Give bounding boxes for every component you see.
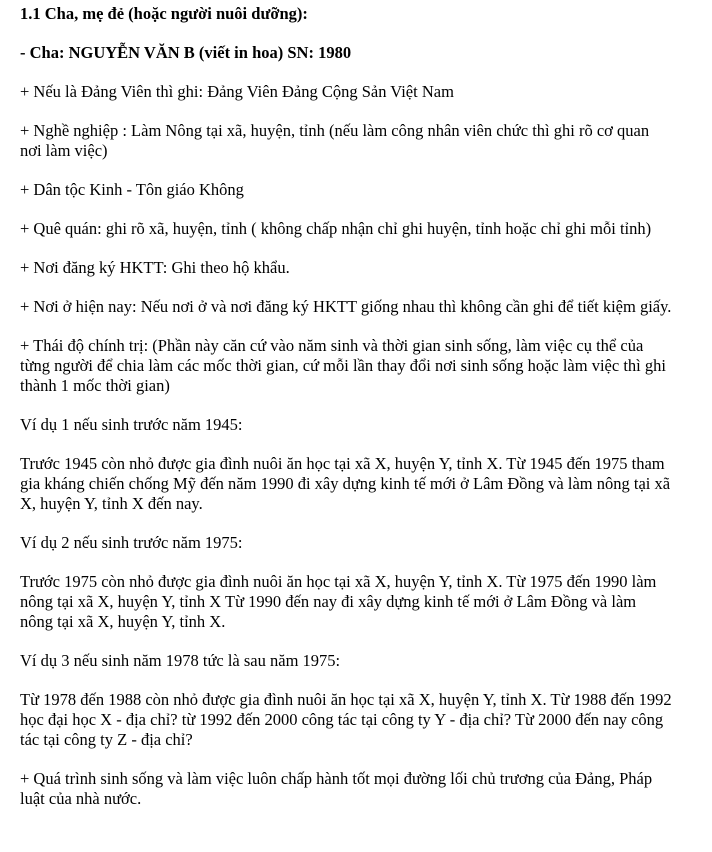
example-3-heading: Ví dụ 3 nếu sinh năm 1978 tức là sau năm 1975: bbox=[20, 651, 341, 670]
example-2-text: Trước 1975 còn nhỏ được gia đình nuôi ăn học tại xã X, huyện Y, tỉnh X. Từ 1975 đến 1990 làm nông tại xã X, huyện Y, tỉnh X Từ 1990 đến nay đi xây dựng kinh tế mới ở Lâm Đồng và làm nông tại xã X, huyện Y, tỉnh X. bbox=[20, 572, 657, 631]
residence-note: + Nơi ở hiện nay: Nếu nơi ở và nơi đăng ký HKTT giống nhau thì không cần ghi để tiết kiệm giấy. bbox=[20, 297, 672, 316]
registration-note: + Nơi đăng ký HKTT: Ghi theo hộ khẩu. bbox=[20, 258, 290, 277]
occupation-note: + Nghề nghiệp : Làm Nông tại xã, huyện, tỉnh (nếu làm công nhân viên chức thì ghi rõ cơ quan nơi làm việc) bbox=[20, 121, 650, 160]
political-attitude-note: + Thái độ chính trị: (Phần này căn cứ vào năm sinh và thời gian sinh sống, làm việc cụ thể của từng người để chia làm các mốc thời gian, cứ mỗi lần thay đổi nơi sinh sống hoặc làm việc thì ghi thành 1 mốc thời gian) bbox=[20, 336, 666, 395]
father-line: - Cha: NGUYỄN VĂN B (viết in hoa) SN: 1980 bbox=[20, 43, 352, 62]
section-title: 1.1 Cha, mẹ đẻ (hoặc người nuôi dưỡng): bbox=[20, 4, 308, 23]
ethnicity-religion-note: + Dân tộc Kinh - Tôn giáo Không bbox=[20, 180, 244, 199]
example-1-text: Trước 1945 còn nhỏ được gia đình nuôi ăn học tại xã X, huyện Y, tỉnh X. Từ 1945 đến 1975 tham gia kháng chiến chống Mỹ đến năm 1990 đi xây dựng kinh tế mới ở Lâm Đồng và làm nông tại xã X, huyện Y, tỉnh X đến nay. bbox=[20, 454, 671, 513]
hometown-note: + Quê quán: ghi rõ xã, huyện, tỉnh ( không chấp nhận chỉ ghi huyện, tỉnh hoặc chỉ ghi mỗi tỉnh) bbox=[20, 219, 652, 238]
example-3-text: Từ 1978 đến 1988 còn nhỏ được gia đình nuôi ăn học tại xã X, huyện Y, tỉnh X. Từ 1988 đến 1992 học đại học X - địa chỉ? từ 1992 đến 2000 công tác tại công ty Y - địa chỉ? Từ 2000 đến nay công tác tại công ty Z - địa chỉ? bbox=[20, 690, 672, 749]
closing-note: + Quá trình sinh sống và làm việc luôn chấp hành tốt mọi đường lối chủ trương của Đảng, Pháp luật của nhà nước. bbox=[20, 769, 653, 808]
party-member-note: + Nếu là Đảng Viên thì ghi: Đảng Viên Đảng Cộng Sản Việt Nam bbox=[20, 82, 454, 101]
example-2-heading: Ví dụ 2 nếu sinh trước năm 1975: bbox=[20, 533, 243, 552]
example-1-heading: Ví dụ 1 nếu sinh trước năm 1945: bbox=[20, 415, 243, 434]
